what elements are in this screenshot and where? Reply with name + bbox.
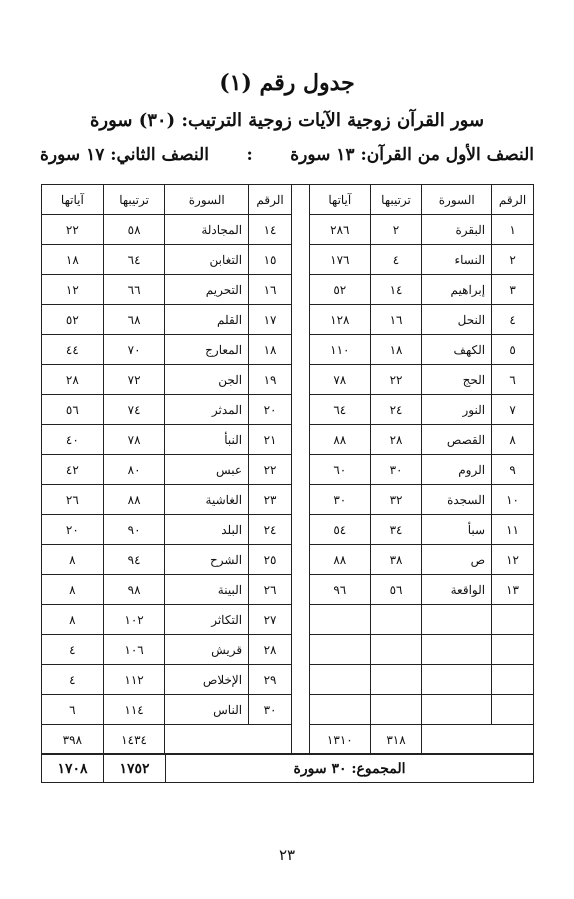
row-verses: ١٢٨	[310, 305, 371, 335]
row-order: ٢٢	[370, 365, 422, 395]
row-index: ٣	[492, 275, 534, 305]
row-surah: التحريم	[165, 275, 249, 305]
subtotal-blank	[422, 725, 534, 755]
row-index: ٢٩	[249, 665, 292, 695]
table-row	[310, 665, 534, 695]
row-verses	[310, 605, 371, 635]
row-index: ١١	[492, 515, 534, 545]
row-order: ٥٨	[103, 215, 165, 245]
row-surah: الواقعة	[422, 575, 492, 605]
row-verses: ٢٦	[42, 485, 104, 515]
table-row	[310, 695, 534, 725]
header-verses: آياتها	[42, 185, 104, 215]
row-verses: ٢٠	[42, 515, 104, 545]
table-row	[42, 515, 292, 545]
table-row	[42, 545, 292, 575]
row-surah: المعارج	[165, 335, 249, 365]
row-index: ٢٦	[249, 575, 292, 605]
row-index	[492, 665, 534, 695]
row-verses: ٦٠	[310, 455, 371, 485]
row-surah: القصص	[422, 425, 492, 455]
subtotal-blank	[165, 725, 292, 755]
row-index: ٨	[492, 425, 534, 455]
row-order: ٣٨	[370, 545, 422, 575]
row-index: ٥	[492, 335, 534, 365]
table-row	[42, 425, 292, 455]
row-index: ٧	[492, 395, 534, 425]
row-surah: القلم	[165, 305, 249, 335]
row-surah: التكاثر	[165, 605, 249, 635]
row-surah: عبس	[165, 455, 249, 485]
header-order: ترتيبها	[370, 185, 422, 215]
subtotal-verses: ١٣١٠	[310, 725, 371, 755]
row-surah	[422, 635, 492, 665]
row-verses: ٧٨	[310, 365, 371, 395]
row-surah: المدثر	[165, 395, 249, 425]
header-index: الرقم	[249, 185, 292, 215]
row-surah: البلد	[165, 515, 249, 545]
row-order: ٤	[370, 245, 422, 275]
row-index: ٢١	[249, 425, 292, 455]
row-verses: ٥٢	[42, 305, 104, 335]
row-verses: ٨	[42, 545, 104, 575]
row-surah: الجن	[165, 365, 249, 395]
header-verses: آياتها	[310, 185, 371, 215]
row-verses: ٨	[42, 605, 104, 635]
row-verses: ٤٢	[42, 455, 104, 485]
row-index: ٦	[492, 365, 534, 395]
table-row	[310, 245, 534, 275]
table-row	[42, 605, 292, 635]
row-index: ١٢	[492, 545, 534, 575]
row-index	[492, 695, 534, 725]
row-surah: الغاشية	[165, 485, 249, 515]
table-row	[310, 215, 534, 245]
row-verses: ٤	[42, 665, 104, 695]
row-verses: ٤٤	[42, 335, 104, 365]
table-row	[310, 305, 534, 335]
row-order: ٢	[370, 215, 422, 245]
row-surah	[422, 695, 492, 725]
row-index: ١٩	[249, 365, 292, 395]
table-row	[310, 575, 534, 605]
row-index: ٢٥	[249, 545, 292, 575]
table-row	[42, 665, 292, 695]
row-order: ٨٨	[103, 485, 165, 515]
row-order	[370, 665, 422, 695]
row-surah	[422, 605, 492, 635]
row-order: ٥٦	[370, 575, 422, 605]
row-verses: ٨٨	[310, 425, 371, 455]
table-row	[310, 635, 534, 665]
table-row	[42, 635, 292, 665]
row-verses: ٢٨	[42, 365, 104, 395]
row-index: ٩	[492, 455, 534, 485]
row-surah: التغابن	[165, 245, 249, 275]
row-index: ٢	[492, 245, 534, 275]
table-header-row	[310, 185, 534, 215]
row-surah: الحج	[422, 365, 492, 395]
row-order: ٣٤	[370, 515, 422, 545]
row-verses: ٤٠	[42, 425, 104, 455]
row-surah: البينة	[165, 575, 249, 605]
row-index: ١٥	[249, 245, 292, 275]
first-half-table	[309, 184, 534, 755]
table-header-row	[42, 185, 292, 215]
row-order: ١٤	[370, 275, 422, 305]
row-verses: ٣٠	[310, 485, 371, 515]
table-row	[310, 455, 534, 485]
row-verses	[310, 665, 371, 695]
row-verses: ٩٦	[310, 575, 371, 605]
header-surah: السورة	[165, 185, 249, 215]
second-half-table	[41, 184, 292, 755]
row-order: ٨٠	[103, 455, 165, 485]
row-verses: ٥٤	[310, 515, 371, 545]
row-verses: ٨	[42, 575, 104, 605]
row-order: ٢٤	[370, 395, 422, 425]
table-row	[310, 365, 534, 395]
subtotal-order: ١٤٣٤	[103, 725, 165, 755]
row-surah: النبأ	[165, 425, 249, 455]
row-index	[492, 635, 534, 665]
header-order: ترتيبها	[103, 185, 165, 215]
row-index: ٣٠	[249, 695, 292, 725]
table-row	[310, 275, 534, 305]
grand-total-label: المجموع: ٣٠ سورة	[293, 761, 406, 777]
row-index: ١٨	[249, 335, 292, 365]
table-row	[310, 395, 534, 425]
halves-separator: :	[246, 145, 253, 165]
table-row	[310, 425, 534, 455]
table-subtitle: سور القرآن زوجية الآيات زوجية الترتيب: (٣٠) سورة	[89, 110, 485, 131]
grand-total-verses: ١٧٠٨	[42, 755, 104, 782]
row-index: ٢٢	[249, 455, 292, 485]
row-verses: ٢٨٦	[310, 215, 371, 245]
row-surah: الإخلاص	[165, 665, 249, 695]
second-half-label: النصف الثاني: ١٧ سورة	[40, 145, 209, 165]
table-row	[310, 545, 534, 575]
row-surah: ص	[422, 545, 492, 575]
row-order: ١١٤	[103, 695, 165, 725]
row-order	[370, 635, 422, 665]
row-order: ٣٢	[370, 485, 422, 515]
row-order: ٩٨	[103, 575, 165, 605]
row-index: ١٤	[249, 215, 292, 245]
row-order: ١٦	[370, 305, 422, 335]
row-verses: ٦	[42, 695, 104, 725]
subtotal-verses: ٣٩٨	[42, 725, 104, 755]
row-verses: ١١٠	[310, 335, 371, 365]
row-index: ٢٣	[249, 485, 292, 515]
subtotal-row	[310, 725, 534, 755]
row-index	[492, 605, 534, 635]
row-surah: قريش	[165, 635, 249, 665]
row-order: ٩٤	[103, 545, 165, 575]
table-row	[42, 575, 292, 605]
row-verses: ٤	[42, 635, 104, 665]
table-row	[42, 395, 292, 425]
row-order: ١٠٢	[103, 605, 165, 635]
row-surah: سبأ	[422, 515, 492, 545]
row-order: ٩٠	[103, 515, 165, 545]
row-surah: النحل	[422, 305, 492, 335]
row-surah: البقرة	[422, 215, 492, 245]
row-order: ١٠٦	[103, 635, 165, 665]
row-surah: الناس	[165, 695, 249, 725]
row-order: ١١٢	[103, 665, 165, 695]
row-surah: الكهف	[422, 335, 492, 365]
row-order: ٣٠	[370, 455, 422, 485]
row-order: ٧٠	[103, 335, 165, 365]
row-verses: ٦٤	[310, 395, 371, 425]
row-index: ١٧	[249, 305, 292, 335]
row-order: ٧٢	[103, 365, 165, 395]
row-order	[370, 605, 422, 635]
row-verses: ٢٢	[42, 215, 104, 245]
row-surah: المجادلة	[165, 215, 249, 245]
row-order: ٦٦	[103, 275, 165, 305]
row-index: ٢٤	[249, 515, 292, 545]
table-row	[42, 335, 292, 365]
row-verses	[310, 635, 371, 665]
row-surah: السجدة	[422, 485, 492, 515]
table-gap	[292, 184, 309, 755]
row-surah	[422, 665, 492, 695]
row-order	[370, 695, 422, 725]
table-row	[42, 245, 292, 275]
table-row	[42, 485, 292, 515]
table-row	[42, 275, 292, 305]
row-order: ٦٤	[103, 245, 165, 275]
row-order: ١٨	[370, 335, 422, 365]
row-index: ١٦	[249, 275, 292, 305]
row-surah: إبراهيم	[422, 275, 492, 305]
table-row	[42, 695, 292, 725]
row-surah: النور	[422, 395, 492, 425]
row-verses: ٥٦	[42, 395, 104, 425]
table-row	[42, 305, 292, 335]
row-order: ٦٨	[103, 305, 165, 335]
row-index: ٢٨	[249, 635, 292, 665]
table-row	[310, 335, 534, 365]
row-surah: النساء	[422, 245, 492, 275]
row-order: ٢٨	[370, 425, 422, 455]
halves-line	[40, 145, 534, 165]
subtotal-row	[42, 725, 292, 755]
row-surah: الشرح	[165, 545, 249, 575]
row-index: ١٣	[492, 575, 534, 605]
row-surah: الروم	[422, 455, 492, 485]
grand-total-order: ١٧٥٢	[104, 755, 166, 782]
table-row	[310, 485, 534, 515]
header-surah: السورة	[422, 185, 492, 215]
table-row	[42, 455, 292, 485]
table-row	[310, 515, 534, 545]
row-verses: ٥٢	[310, 275, 371, 305]
page-number: ٢٣	[278, 846, 296, 864]
row-index: ١٠	[492, 485, 534, 515]
row-verses: ١٨	[42, 245, 104, 275]
table-row	[310, 605, 534, 635]
header-index: الرقم	[492, 185, 534, 215]
row-verses: ١٧٦	[310, 245, 371, 275]
grand-total-row	[41, 753, 534, 783]
table-row	[42, 215, 292, 245]
table-row	[42, 365, 292, 395]
row-index: ١	[492, 215, 534, 245]
first-half-label: النصف الأول من القرآن: ١٣ سورة	[290, 145, 534, 165]
row-index: ٢٠	[249, 395, 292, 425]
row-verses	[310, 695, 371, 725]
row-verses: ١٢	[42, 275, 104, 305]
row-index: ٤	[492, 305, 534, 335]
table-title: جدول رقم (١)	[219, 70, 355, 96]
row-verses: ٨٨	[310, 545, 371, 575]
row-order: ٧٤	[103, 395, 165, 425]
row-index: ٢٧	[249, 605, 292, 635]
subtotal-order: ٣١٨	[370, 725, 422, 755]
row-order: ٧٨	[103, 425, 165, 455]
